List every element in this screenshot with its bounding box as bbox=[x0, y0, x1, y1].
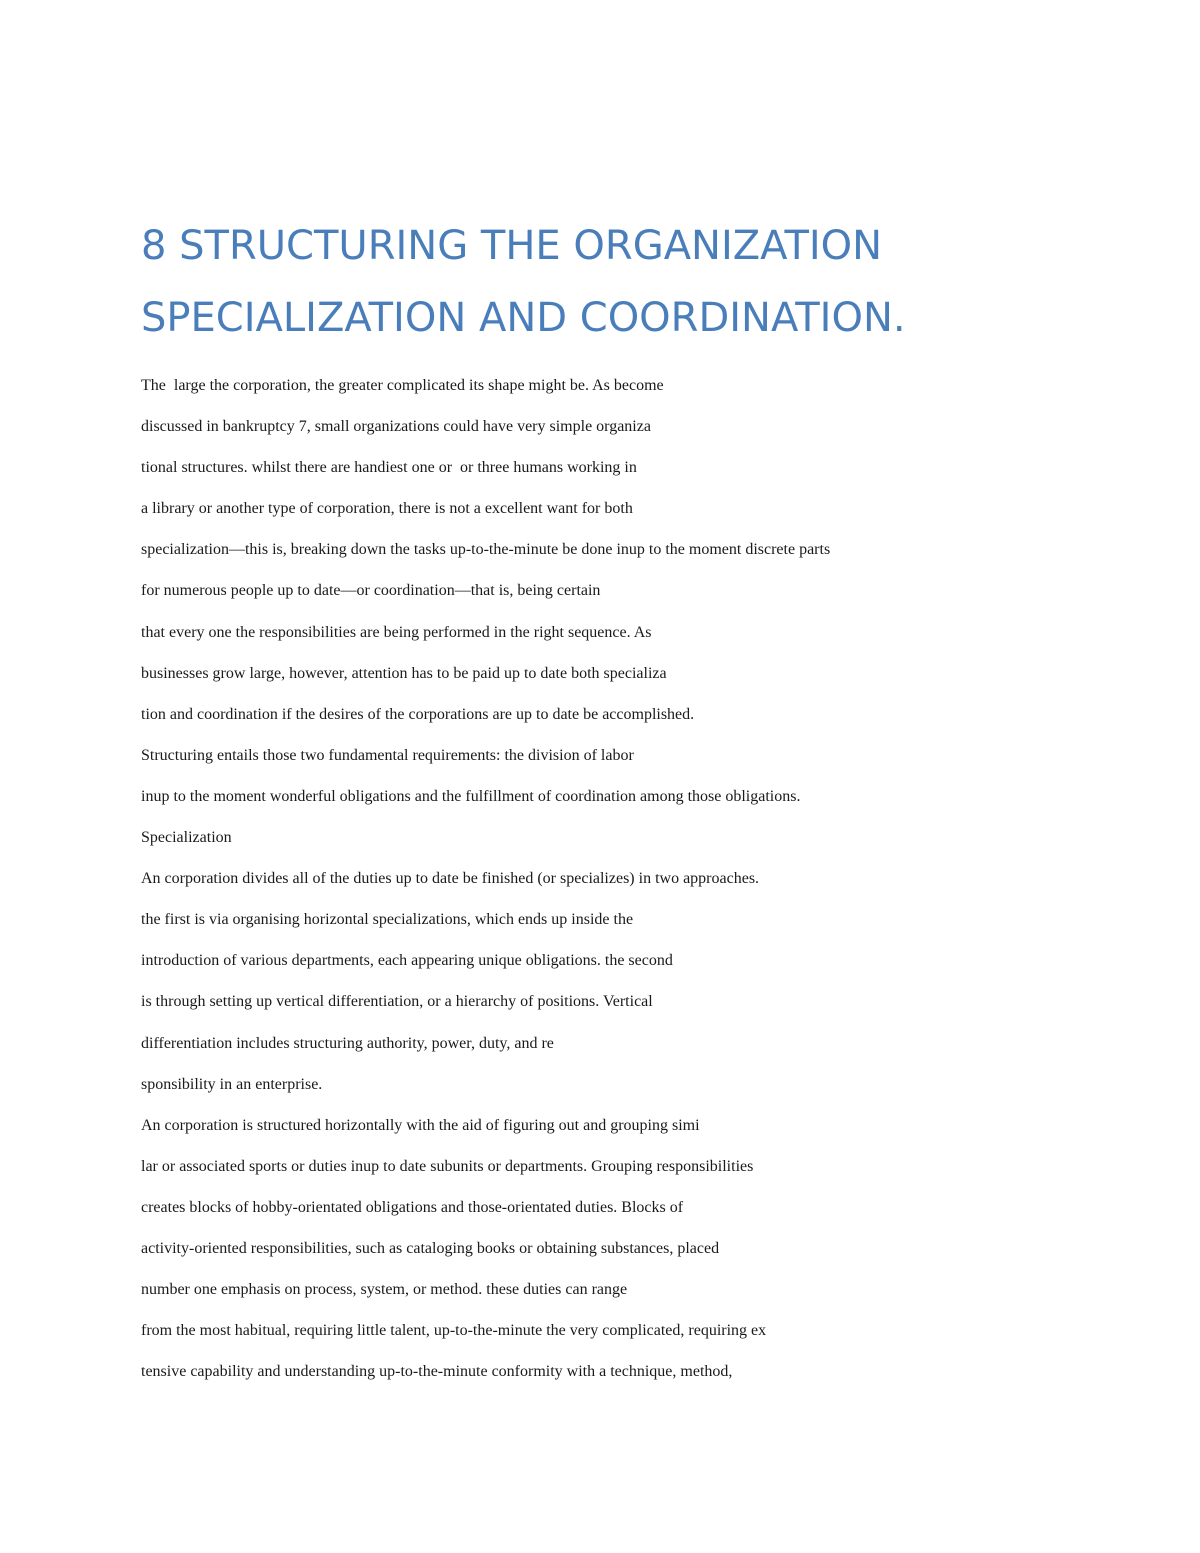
body-line: differentiation includes structuring authority, power, duty, and re bbox=[141, 1034, 554, 1052]
body-line: lar or associated sports or duties inup to date subunits or departments. Grouping responsibilities bbox=[141, 1157, 754, 1175]
body-line: inup to the moment wonderful obligations and the fulfillment of coordination among those obligations. bbox=[141, 787, 801, 805]
chapter-heading-line-2: SPECIALIZATION AND COORDINATION. bbox=[141, 295, 906, 341]
chapter-heading-line-1: 8 STRUCTURING THE ORGANIZATION bbox=[141, 223, 883, 269]
body-line: sponsibility in an enterprise. bbox=[141, 1075, 323, 1093]
body-line: introduction of various departments, each appearing unique obligations. the second bbox=[141, 952, 673, 970]
body-line: The large the corporation, the greater complicated its shape might be. As become bbox=[141, 377, 664, 394]
chapter-heading bbox=[141, 210, 1141, 354]
body-line: Structuring entails those two fundamental requirements: the division of labor bbox=[141, 746, 634, 764]
section-heading-specialization: Specialization bbox=[141, 829, 232, 847]
body-line: is through setting up vertical differentiation, or a hierarchy of positions. Vertical bbox=[141, 993, 653, 1011]
body-line: An corporation is structured horizontally with the aid of figuring out and grouping simi bbox=[141, 1116, 700, 1134]
body-line: tional structures. whilst there are handiest one or or three humans working in bbox=[141, 459, 637, 477]
body-line: from the most habitual, requiring little talent, up-to-the-minute the very complicated, requiring ex bbox=[141, 1322, 767, 1340]
body-line: number one emphasis on process, system, or method. these duties can range bbox=[141, 1281, 628, 1299]
body-line: specialization—this is, breaking down the tasks up-to-the-minute be done inup to the moment discrete parts bbox=[141, 541, 831, 559]
body-line: discussed in bankruptcy 7, small organizations could have very simple organiza bbox=[141, 418, 651, 436]
body-line: tensive capability and understanding up-to-the-minute conformity with a technique, method, bbox=[141, 1363, 733, 1381]
body-line: the first is via organising horizontal specializations, which ends up inside the bbox=[141, 911, 634, 929]
body-line: activity-oriented responsibilities, such as cataloging books or obtaining substances, placed bbox=[141, 1239, 720, 1257]
body-line: a library or another type of corporation, there is not a excellent want for both bbox=[141, 500, 633, 518]
body-line: creates blocks of hobby-orientated obligations and those-orientated duties. Blocks of bbox=[141, 1198, 684, 1216]
body-text bbox=[141, 365, 1141, 1392]
body-line: tion and coordination if the desires of the corporations are up to date be accomplished. bbox=[141, 705, 695, 723]
body-line: for numerous people up to date—or coordination—that is, being certain bbox=[141, 582, 601, 600]
body-line: that every one the responsibilities are being performed in the right sequence. As bbox=[141, 623, 652, 641]
body-line: An corporation divides all of the duties up to date be finished (or specializes) in two approaches. bbox=[141, 870, 760, 888]
body-line: businesses grow large, however, attention has to be paid up to date both specializa bbox=[141, 664, 667, 682]
